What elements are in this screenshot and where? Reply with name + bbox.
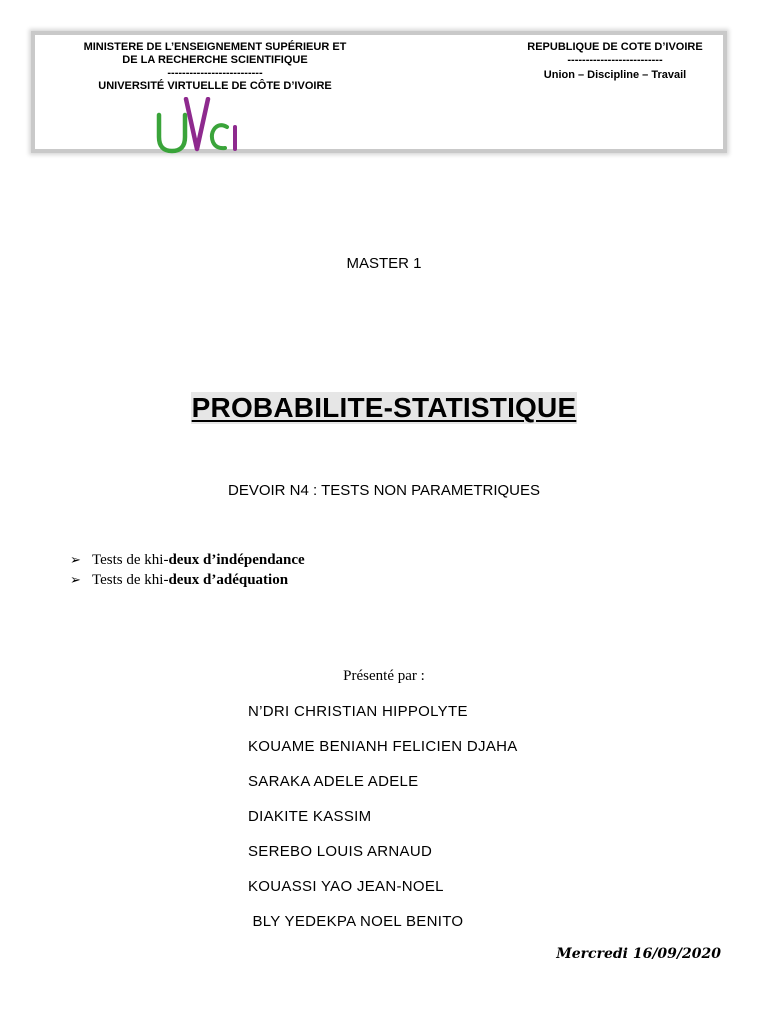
author-name: BLY YEDEKPA NOEL BENITO <box>248 913 464 930</box>
republic-motto: Union – Discipline – Travail <box>543 69 687 81</box>
topics-list <box>70 550 305 590</box>
document-date: Mercredi 16/09/2020 <box>556 946 721 962</box>
author-name: N’DRI CHRISTIAN HIPPOLYTE <box>248 703 468 720</box>
ministry-line-2: DE LA RECHERCHE SCIENTIFIQUE <box>122 54 308 66</box>
topic-bold: deux d’indépendance <box>168 552 305 568</box>
assignment-subtitle: DEVOIR N4 : TESTS NON PARAMETRIQUES <box>228 482 540 499</box>
republic-name: REPUBLIQUE DE COTE D’IVOIRE <box>527 41 703 53</box>
author-name: KOUASSI YAO JEAN-NOEL <box>248 878 444 895</box>
topic-item <box>70 570 305 590</box>
arrow-bullet-icon: ➢ <box>70 552 81 567</box>
topic-prefix: Tests de khi- <box>92 572 169 588</box>
author-name: DIAKITE KASSIM <box>248 808 372 825</box>
ministry-block <box>35 41 395 93</box>
author-name: SEREBO LOUIS ARNAUD <box>248 843 433 860</box>
republic-separator: -------------------------- <box>567 54 663 66</box>
university-name: UNIVERSITÉ VIRTUELLE DE CÔTE D’IVOIRE <box>98 80 332 92</box>
ministry-separator: -------------------------- <box>167 67 263 79</box>
document-title-text: PROBABILITE-STATISTIQUE <box>191 392 577 423</box>
topic-prefix: Tests de khi- <box>92 552 169 568</box>
author-name: KOUAME BENIANH FELICIEN DJAHA <box>248 738 518 755</box>
presented-by-label: Présenté par : <box>343 668 425 684</box>
republic-block <box>495 41 735 82</box>
topic-bold: deux d’adéquation <box>168 572 289 588</box>
arrow-bullet-icon: ➢ <box>70 572 81 587</box>
authors-list <box>248 702 518 947</box>
author-name: SARAKA ADELE ADELE <box>248 773 419 790</box>
program-level: MASTER 1 <box>346 255 422 272</box>
uvci-logo <box>153 97 253 157</box>
ministry-line-1: MINISTERE DE L’ENSEIGNEMENT SUPÉRIEUR ET <box>83 41 347 53</box>
header-frame <box>31 31 727 153</box>
topic-item <box>70 550 305 570</box>
document-title <box>0 392 768 424</box>
